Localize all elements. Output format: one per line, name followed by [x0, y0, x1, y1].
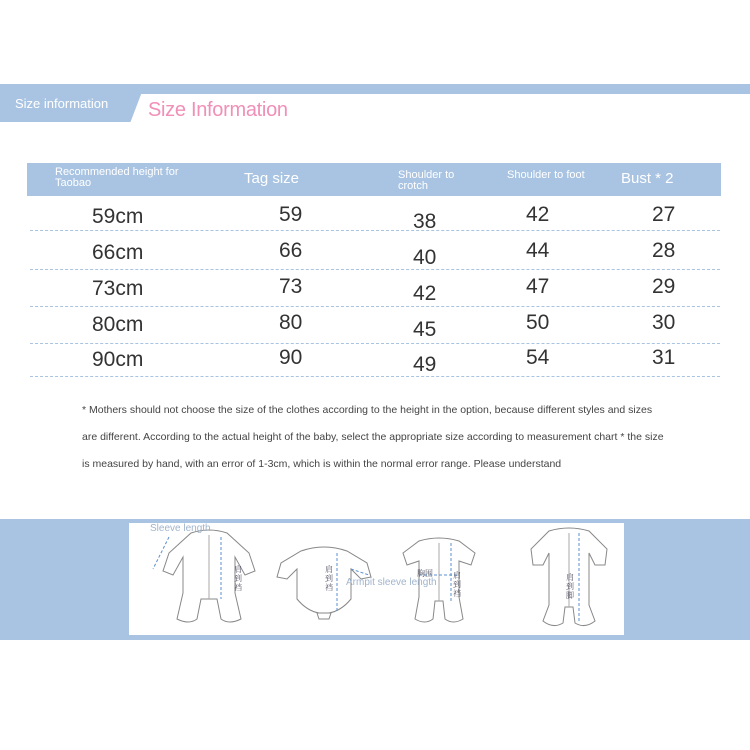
measurement-diagram — [129, 523, 624, 635]
table-cell: 90 — [279, 346, 303, 369]
row-divider — [30, 376, 720, 377]
row-divider — [30, 343, 720, 344]
row-divider — [30, 230, 720, 231]
table-cell: 31 — [652, 346, 676, 369]
fig3-shoulder-crotch-label: 肩到裆 — [453, 571, 461, 598]
size-note-line-3: is measured by hand, with an error of 1-3cm, which is within the normal error range. Please understand — [82, 458, 562, 470]
sleeve-length-label: Sleeve length — [150, 523, 211, 534]
table-cell: 30 — [652, 311, 676, 334]
fig1-shoulder-crotch-label: 肩到裆 — [234, 565, 242, 592]
table-cell: 73 — [279, 275, 303, 298]
table-cell: 38 — [413, 210, 437, 233]
table-cell: 90cm — [92, 348, 144, 371]
col-header-shoulder-crotch: Shoulder to crotch — [398, 169, 455, 192]
table-cell: 42 — [413, 282, 437, 305]
table-cell: 42 — [526, 203, 550, 226]
col-header-shoulder-foot: Shoulder to foot — [507, 169, 585, 181]
size-note-line-2: are different. According to the actual height of the baby, select the appropriate size according to measurement chart * the size — [82, 431, 664, 443]
armpit-sleeve-label: Armpit sleeve length — [346, 577, 437, 588]
col-header-tag-size: Tag size — [244, 170, 300, 187]
fig2-shoulder-crotch-label: 肩到裆 — [325, 565, 333, 592]
table-cell: 45 — [413, 318, 437, 341]
table-cell: 27 — [652, 203, 676, 226]
row-divider — [30, 306, 720, 307]
table-cell: 28 — [652, 239, 676, 262]
table-cell: 40 — [413, 246, 437, 269]
header-tab-label: Size information — [15, 96, 109, 111]
fig4-shoulder-foot-label: 肩到脚 — [566, 573, 574, 600]
fig3-bust-label: 胸围 — [417, 569, 433, 578]
table-cell: 47 — [526, 275, 550, 298]
table-cell: 29 — [652, 275, 676, 298]
page-title: Size Information — [148, 99, 288, 121]
table-cell: 54 — [526, 346, 550, 369]
table-cell: 59cm — [92, 205, 144, 228]
table-cell: 80cm — [92, 313, 144, 336]
table-cell: 80 — [279, 311, 303, 334]
table-cell: 59 — [279, 203, 303, 226]
table-cell: 49 — [413, 353, 437, 376]
row-divider — [30, 269, 720, 270]
table-cell: 50 — [526, 311, 550, 334]
table-cell: 73cm — [92, 277, 144, 300]
col-header-height: Recommended height for Taobao — [55, 166, 179, 189]
table-cell: 44 — [526, 239, 550, 262]
size-note-line-1: * Mothers should not choose the size of the clothes according to the height in the option, because different styles and sizes — [82, 404, 653, 416]
col-header-bust: Bust * 2 — [621, 170, 674, 187]
table-cell: 66 — [279, 239, 303, 262]
table-cell: 66cm — [92, 241, 144, 264]
